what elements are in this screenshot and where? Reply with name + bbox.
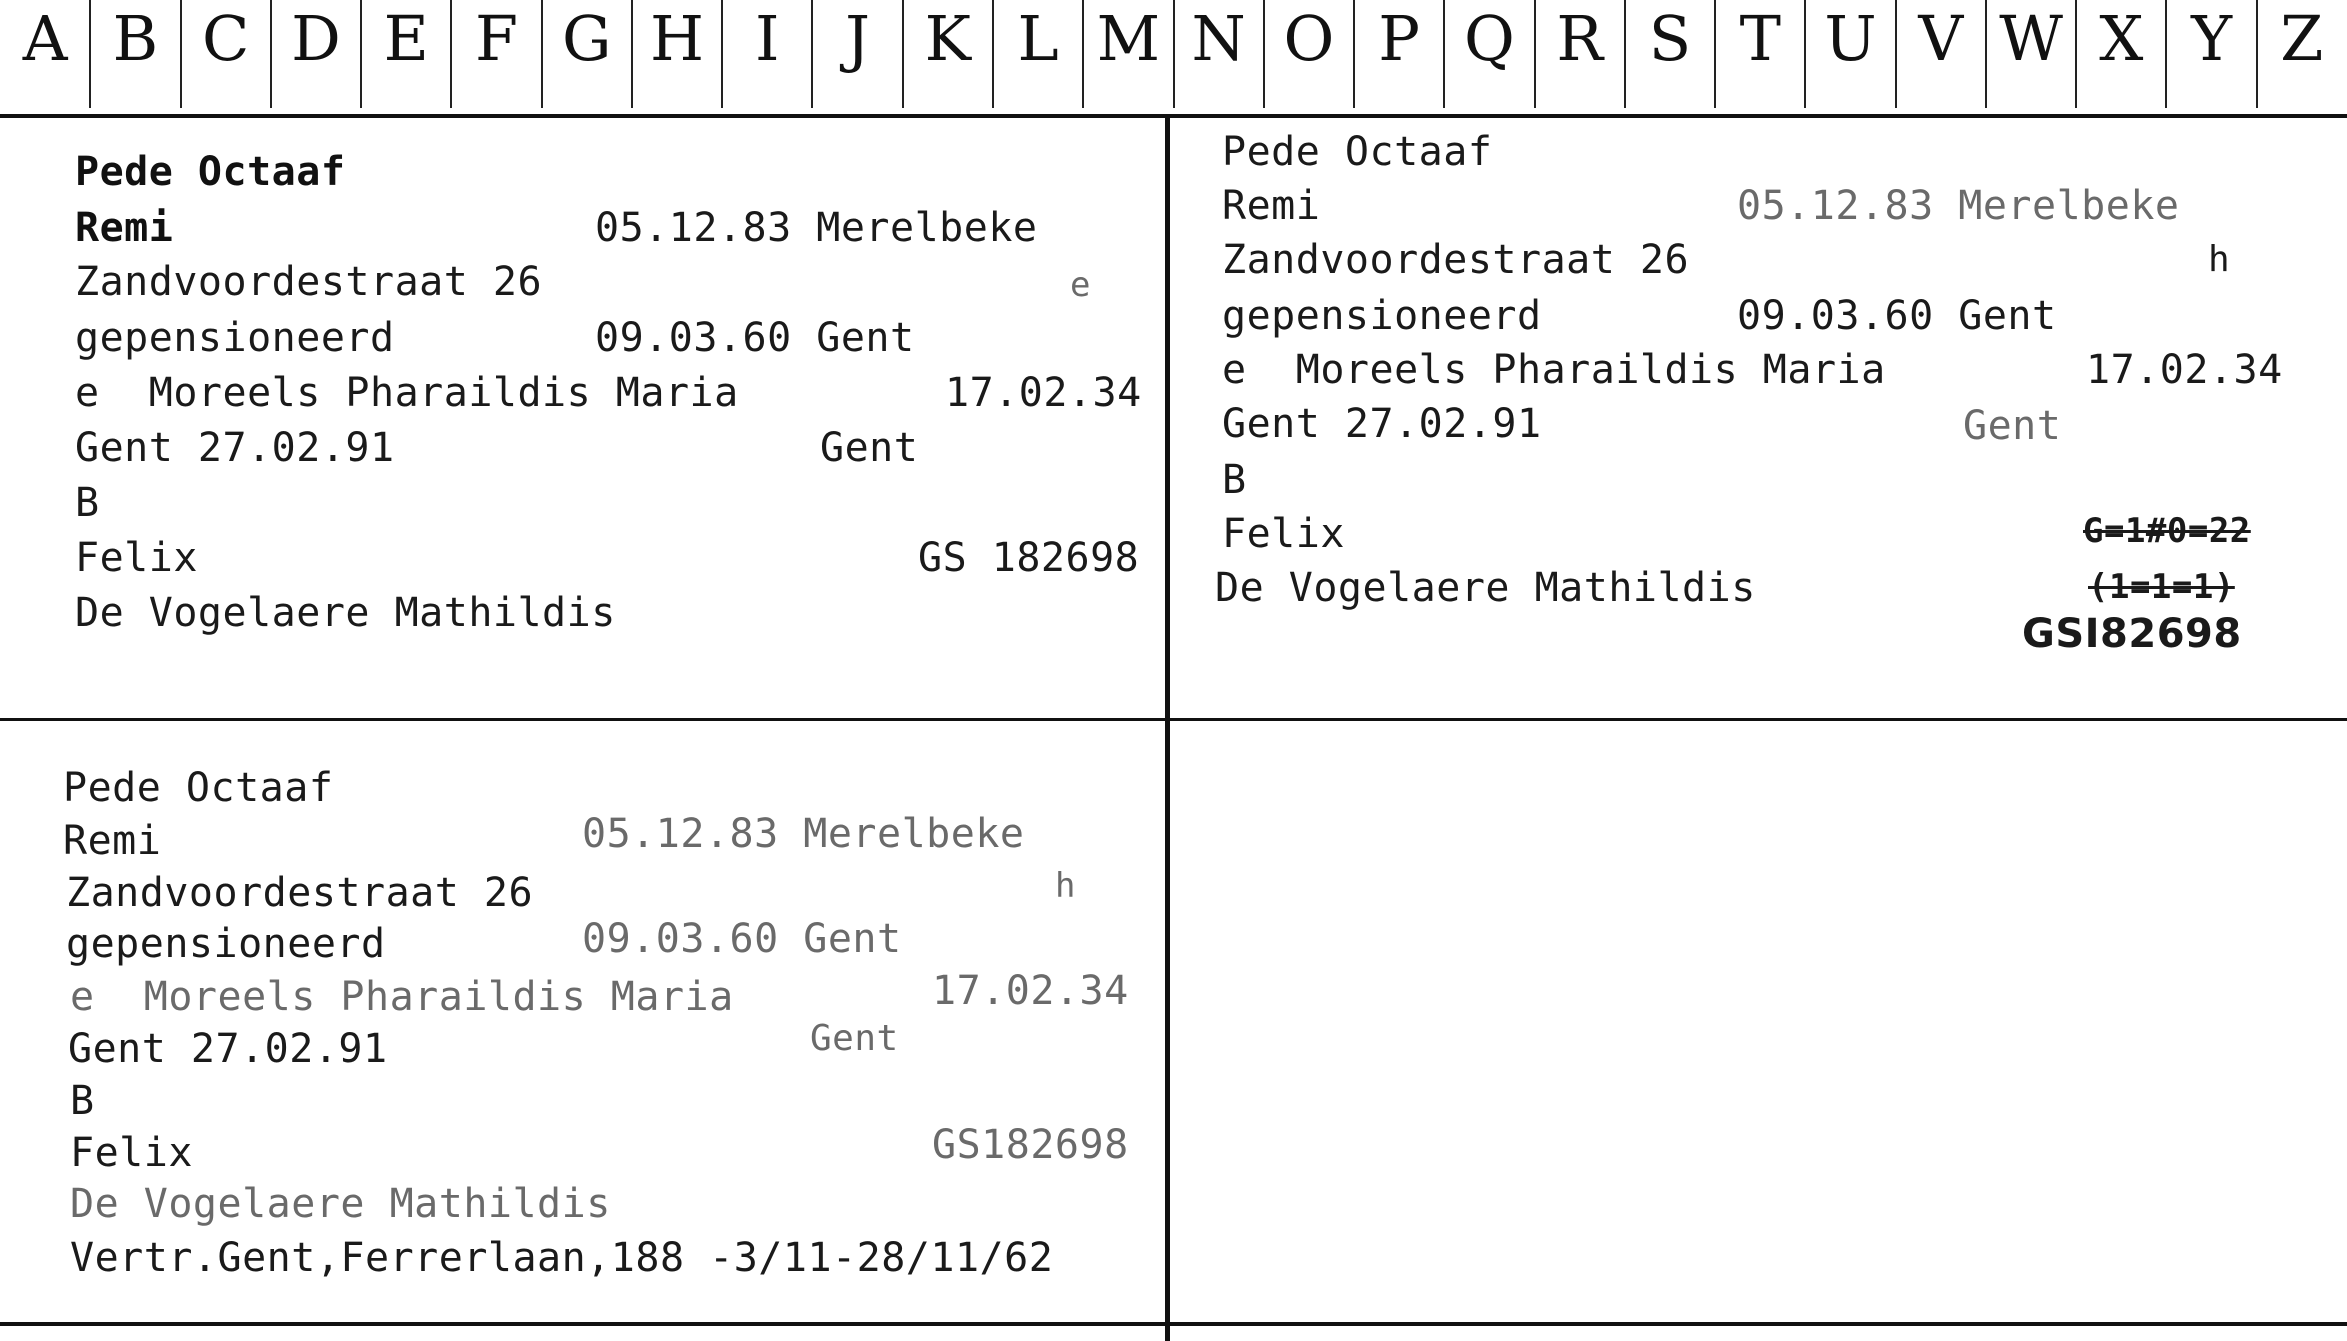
ruler-letter-label: J — [845, 2, 870, 75]
father-name: Felix — [1222, 511, 1345, 557]
ruler-letter-e — [361, 0, 451, 118]
death-place: Gent — [820, 425, 919, 471]
second-name: Remi — [1222, 183, 1321, 229]
ruler-letter-c — [181, 0, 271, 118]
reference-stamp: GSI82698 — [2022, 611, 2242, 657]
death-date-place: Gent 27.02.91 — [75, 425, 395, 471]
card-top-right — [1170, 118, 2347, 718]
death-date-place: Gent 27.02.91 — [1222, 401, 1542, 447]
ruler-divider — [2165, 0, 2167, 108]
reference-number: GS 182698 — [918, 535, 1140, 581]
second-name: Remi — [75, 205, 174, 251]
ruler-divider — [541, 0, 543, 108]
ruler-letter-label: F — [474, 2, 518, 75]
ruler-letter-g — [542, 0, 632, 118]
ruler-divider — [2075, 0, 2077, 108]
ruler-divider — [1714, 0, 1716, 108]
ruler-divider — [1443, 0, 1445, 108]
spouse-date: 17.02.34 — [945, 370, 1142, 416]
ruler-divider — [1173, 0, 1175, 108]
ruler-letter-v — [1896, 0, 1986, 118]
birth-date-place: 05.12.83 Merelbeke — [1737, 183, 2180, 229]
ruler-divider — [360, 0, 362, 108]
ruler-letter-y — [2166, 0, 2256, 118]
ruler-divider — [450, 0, 452, 108]
registration-date-place: 09.03.60 Gent — [595, 315, 915, 361]
ruler-letter-a — [0, 0, 90, 118]
spouse-name: e Moreels Pharaildis Maria — [1222, 347, 1886, 393]
ruler-letter-n — [1174, 0, 1264, 118]
ruler-letter-t — [1715, 0, 1805, 118]
ruler-divider — [1985, 0, 1987, 108]
mother-name: De Vogelaere Mathildis — [70, 1181, 611, 1227]
ruler-letter-o — [1264, 0, 1354, 118]
father-name: Felix — [70, 1130, 193, 1176]
ruler-letter-label: U — [1824, 2, 1877, 75]
spouse-date: 17.02.34 — [932, 968, 1129, 1014]
ruler-letter-label: X — [2099, 2, 2144, 75]
alphabet-ruler — [0, 0, 2347, 118]
ruler-letter-m — [1083, 0, 1173, 118]
ruler-letter-label: T — [1739, 2, 1781, 75]
ruler-letter-p — [1354, 0, 1444, 118]
mark-letter: h — [1055, 866, 1076, 906]
ruler-divider — [992, 0, 994, 108]
ruler-letter-label: O — [1283, 2, 1335, 75]
birth-date-place: 05.12.83 Merelbeke — [595, 205, 1038, 251]
occupation: gepensioneerd — [66, 921, 386, 967]
ruler-divider — [1895, 0, 1897, 108]
ruler-divider — [902, 0, 904, 108]
ruler-divider — [721, 0, 723, 108]
ruler-letter-label: A — [22, 2, 68, 75]
category-letter: B — [1222, 457, 1247, 503]
birth-date-place: 05.12.83 Merelbeke — [582, 811, 1025, 857]
name-line: Pede Octaaf — [75, 149, 346, 195]
spouse-name: e Moreels Pharaildis Maria — [70, 974, 734, 1020]
street-address: Zandvoordestraat 26 — [75, 259, 543, 305]
ruler-divider — [180, 0, 182, 108]
ruler-letter-label: M — [1096, 2, 1161, 75]
spouse-date: 17.02.34 — [2086, 347, 2283, 393]
ruler-letter-label: D — [291, 2, 341, 75]
ruler-divider — [811, 0, 813, 108]
category-letter: B — [75, 480, 100, 526]
ruler-letter-label: Y — [2191, 2, 2233, 75]
bottom-rule — [0, 1322, 2347, 1326]
name-line: Pede Octaaf — [63, 765, 334, 811]
death-date-place: Gent 27.02.91 — [68, 1026, 388, 1072]
ruler-letter-label: W — [1999, 2, 2063, 75]
struck-reference-2: (1=1=1) — [2088, 567, 2235, 607]
street-address: Zandvoordestraat 26 — [66, 870, 534, 916]
ruler-letter-j — [812, 0, 902, 118]
ruler-letter-f — [451, 0, 541, 118]
ruler-letter-d — [271, 0, 361, 118]
ruler-divider — [2256, 0, 2258, 108]
reference-number: GS182698 — [932, 1122, 1129, 1168]
category-letter: B — [70, 1078, 95, 1124]
ruler-letter-label: G — [561, 2, 612, 75]
card-bottom-right-empty — [1170, 721, 2347, 1322]
ruler-letter-k — [903, 0, 993, 118]
ruler-divider — [1624, 0, 1626, 108]
name-line: Pede Octaaf — [1222, 129, 1493, 175]
father-name: Felix — [75, 535, 198, 581]
occupation: gepensioneerd — [1222, 293, 1542, 339]
mother-name: De Vogelaere Mathildis — [75, 590, 616, 636]
ruler-letter-h — [632, 0, 722, 118]
ruler-letter-r — [1535, 0, 1625, 118]
ruler-letter-i — [722, 0, 812, 118]
ruler-letter-label: C — [201, 2, 250, 75]
death-place: Gent — [810, 1018, 899, 1059]
ruler-divider — [631, 0, 633, 108]
card-top-left — [0, 118, 1165, 718]
spouse-name: e Moreels Pharaildis Maria — [75, 370, 739, 416]
ruler-letter-label: S — [1648, 2, 1692, 75]
street-address: Zandvoordestraat 26 — [1222, 237, 1690, 283]
ruler-letter-u — [1805, 0, 1895, 118]
ruler-letter-label: B — [112, 2, 159, 75]
ruler-letter-label: E — [383, 2, 429, 75]
death-place: Gent — [1963, 403, 2062, 449]
ruler-letter-q — [1444, 0, 1534, 118]
ruler-divider — [1804, 0, 1806, 108]
mother-name: De Vogelaere Mathildis — [1215, 565, 1756, 611]
ruler-divider — [89, 0, 91, 108]
ruler-letter-l — [993, 0, 1083, 118]
ruler-letter-label: N — [1191, 2, 1246, 75]
ruler-letter-label: V — [1918, 2, 1964, 75]
registration-date-place: 09.03.60 Gent — [1737, 293, 2057, 339]
ruler-letter-label: I — [755, 2, 780, 75]
occupation: gepensioneerd — [75, 315, 395, 361]
struck-reference: G=1#0=22 — [2083, 511, 2251, 551]
ruler-letter-label: Z — [2280, 2, 2324, 75]
ruler-letter-z — [2257, 0, 2347, 118]
ruler-letter-x — [2076, 0, 2166, 118]
ruler-divider — [1353, 0, 1355, 108]
ruler-letter-label: L — [1017, 2, 1059, 75]
ruler-letter-label: R — [1556, 2, 1604, 75]
ruler-divider — [1534, 0, 1536, 108]
mark-letter: e — [1070, 265, 1091, 305]
ruler-letter-label: P — [1378, 2, 1421, 75]
ruler-divider — [1263, 0, 1265, 108]
ruler-letter-label: K — [924, 2, 971, 75]
card-bottom-left — [0, 721, 1165, 1322]
ruler-letter-w — [1986, 0, 2076, 118]
ruler-divider — [1082, 0, 1084, 108]
second-name: Remi — [63, 818, 162, 864]
ruler-letter-b — [90, 0, 180, 118]
ruler-letter-label: H — [649, 2, 705, 75]
ruler-letter-label: Q — [1464, 2, 1515, 75]
ruler-letter-s — [1625, 0, 1715, 118]
registration-date-place: 09.03.60 Gent — [582, 916, 902, 962]
mark-letter: h — [2208, 239, 2231, 280]
ruler-divider — [270, 0, 272, 108]
transfer-note: Vertr.Gent,Ferrerlaan,188 -3/11-28/11/62 — [70, 1235, 1054, 1281]
